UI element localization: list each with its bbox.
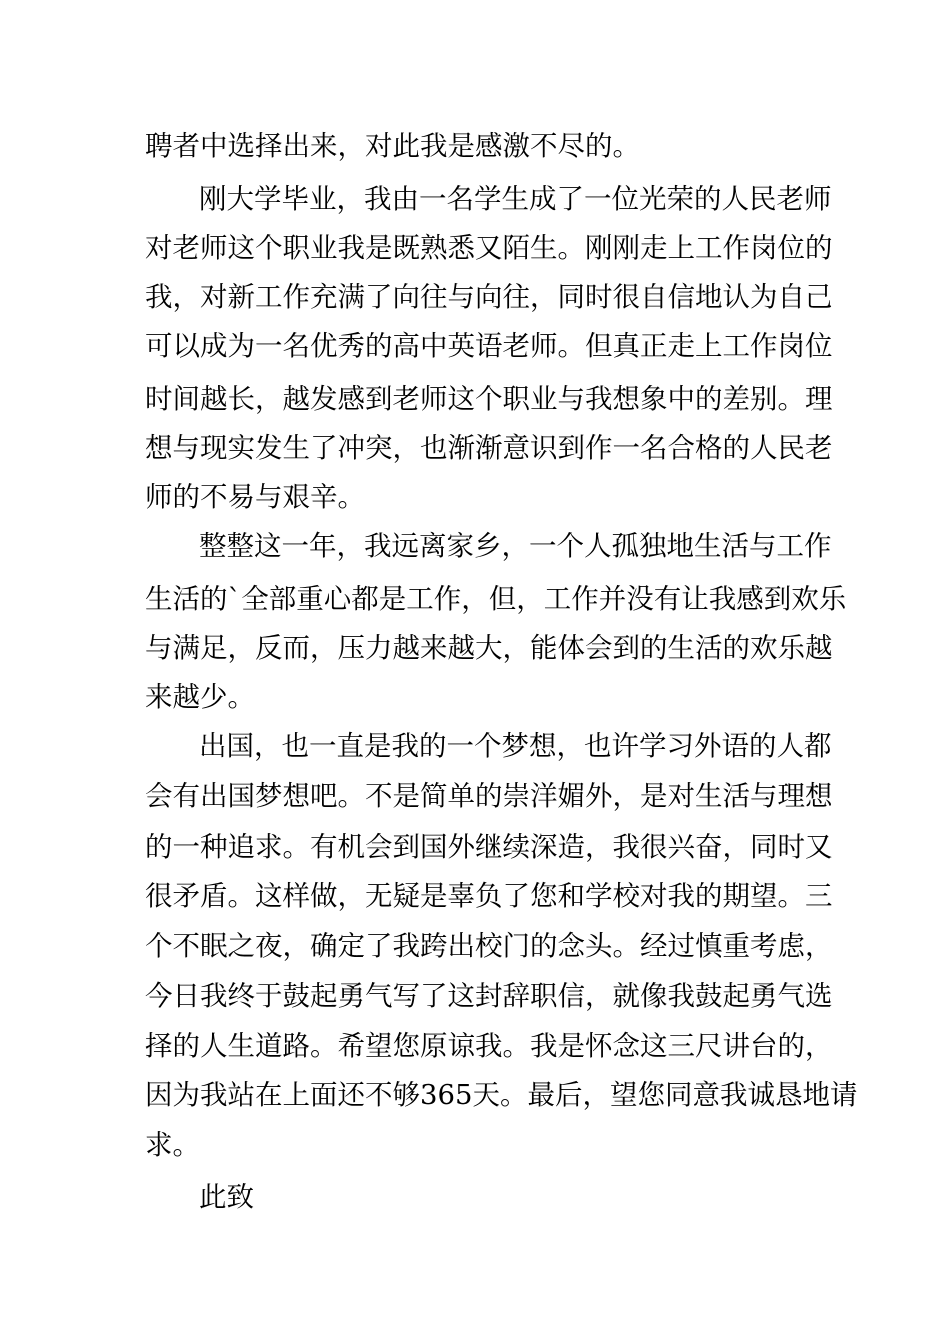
text-line: 时间越长，越发感到老师这个职业与我想象中的差别。理 bbox=[145, 383, 833, 415]
text-line: 生活的`全部重心都是工作，但，工作并没有让我感到欢乐 bbox=[145, 583, 847, 615]
text-line: 很矛盾。这样做，无疑是辜负了您和学校对我的期望。三 bbox=[145, 880, 833, 912]
paragraph-start-line: 整整这一年，我远离家乡，一个人孤独地生活与工作 bbox=[199, 530, 832, 562]
paragraph-start-line: 刚大学毕业，我由一名学生成了一位光荣的人民老师 bbox=[199, 183, 832, 215]
text-line: 想与现实发生了冲突，也渐渐意识到作一名合格的人民老 bbox=[145, 432, 833, 464]
text-line: 我，对新工作充满了向往与向往，同时很自信地认为自己 bbox=[145, 281, 833, 313]
text-line: 今日我终于鼓起勇气写了这封辞职信，就像我鼓起勇气选 bbox=[145, 980, 833, 1012]
text-line: 师的不易与艰辛。 bbox=[145, 481, 365, 513]
text-line: 对老师这个职业我是既熟悉又陌生。刚刚走上工作岗位的 bbox=[145, 232, 833, 264]
text-line: 可以成为一名优秀的高中英语老师。但真正走上工作岗位 bbox=[145, 330, 833, 362]
text-line: 会有出国梦想吧。不是简单的崇洋媚外，是对生活与理想 bbox=[145, 780, 833, 812]
text-line: 聘者中选择出来，对此我是感激不尽的。 bbox=[145, 130, 640, 162]
text-line: 因为我站在上面还不够365天。最后，望您同意我诚恳地请 bbox=[145, 1079, 858, 1111]
text-line: 来越少。 bbox=[145, 681, 255, 713]
text-line: 与满足，反而，压力越来越大，能体会到的生活的欢乐越 bbox=[145, 632, 833, 664]
closing-salutation: 此致 bbox=[199, 1181, 254, 1213]
text-line: 求。 bbox=[145, 1129, 200, 1161]
text-line: 个不眠之夜，确定了我跨出校门的念头。经过慎重考虑， bbox=[145, 930, 833, 962]
paragraph-start-line: 出国，也一直是我的一个梦想，也许学习外语的人都 bbox=[199, 730, 832, 762]
text-line: 的一种追求。有机会到国外继续深造，我很兴奋，同时又 bbox=[145, 831, 833, 863]
text-line: 择的人生道路。希望您原谅我。我是怀念这三尺讲台的， bbox=[145, 1030, 833, 1062]
